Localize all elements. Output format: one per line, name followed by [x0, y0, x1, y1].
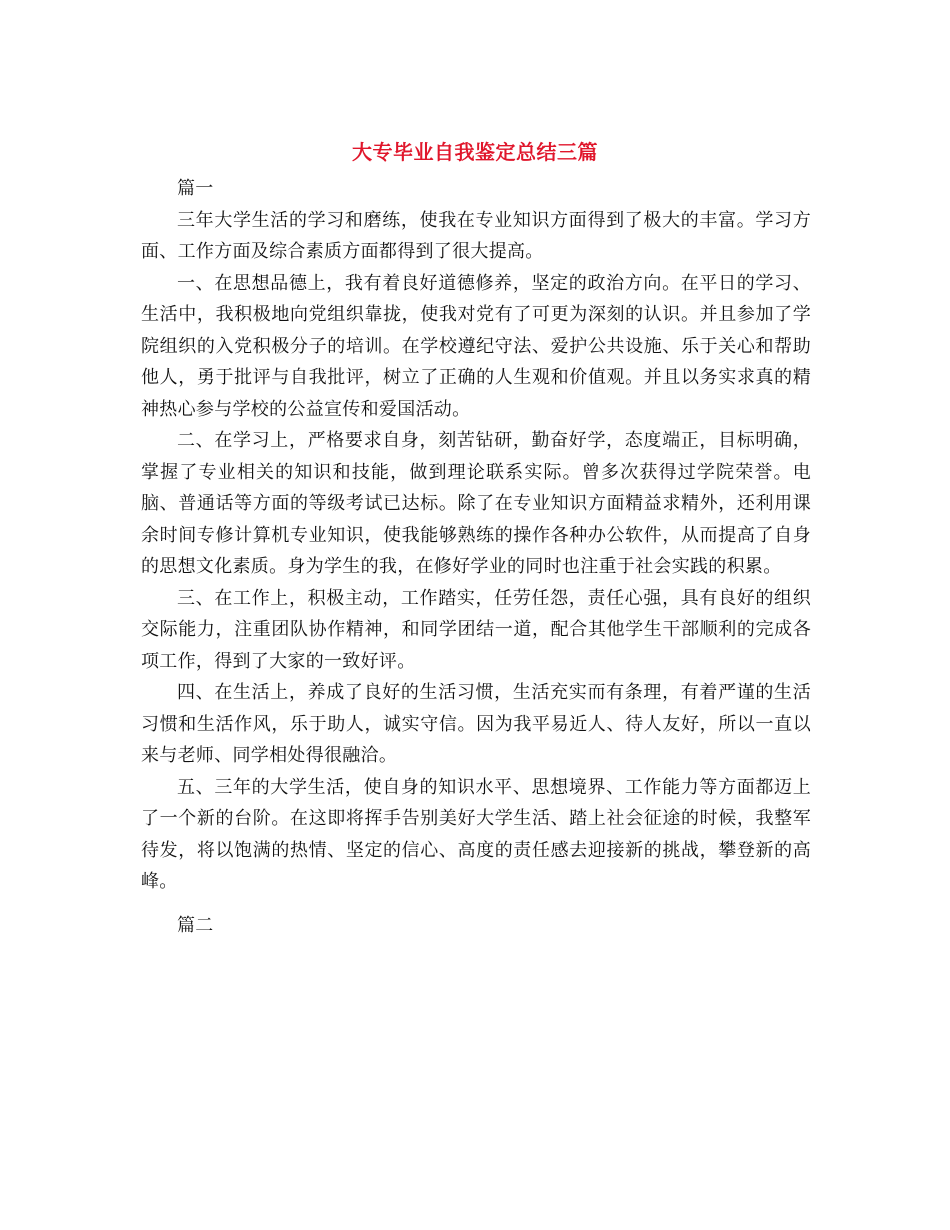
section-heading-1: 篇一 — [177, 178, 214, 199]
document-body — [141, 173, 811, 941]
paragraph-work: 三、在工作上，积极主动，工作踏实，任劳任怨，责任心强，具有良好的组织交际能力，注重团队协作精神，和同学团结一道，配合其他学生干部顺利的完成各项工作，得到了大家的一致好评。 — [141, 587, 811, 672]
paragraph-life: 四、在生活上，养成了良好的生活习惯，生活充实而有条理，有着严谨的生活习惯和生活作风，乐于助人，诚实守信。因为我平易近人、待人友好，所以一直以来与老师、同学相处得很融洽。 — [141, 682, 811, 766]
paragraph-ideology: 一、在思想品德上，我有着良好道德修养，坚定的政治方向。在平日的学习、生活中，我积极地向党组织靠拢，使我对党有了可更为深刻的认识。并且参加了学院组织的入党积极分子的培训。在学校遵纪守法、爱护公共设施、乐于关心和帮助他人，勇于批评与自我批评，树立了正确的人生观和价值观。并且以务实求真的精神热心参与学校的公益宣传和爱国活动。 — [141, 272, 811, 420]
document-title: 大专毕业自我鉴定总结三篇 — [352, 140, 598, 164]
paragraph-study: 二、在学习上，严格要求自身，刻苦钻研，勤奋好学，态度端正，目标明确，掌握了专业相关的知识和技能，做到理论联系实际。曾多次获得过学院荣誉。电脑、普通话等方面的等级考试已达标。除了在专业知识方面精益求精外，还利用课余时间专修计算机专业知识，使我能够熟练的操作各种办公软件，从而提高了自身的思想文化素质。身为学生的我，在修好学业的同时也注重于社会实践的积累。 — [141, 430, 811, 577]
paragraph-conclusion: 五、三年的大学生活，使自身的知识水平、思想境界、工作能力等方面都迈上了一个新的台阶。在这即将挥手告别美好大学生活、踏上社会征途的时候，我整军待发，将以饱满的热情、坚定的信心、高度的责任感去迎接新的挑战，攀登新的高峰。 — [141, 776, 811, 892]
paragraph-intro: 三年大学生活的学习和磨练，使我在专业知识方面得到了极大的丰富。学习方面、工作方面及综合素质方面都得到了很大提高。 — [141, 209, 811, 262]
section-heading-2: 篇二 — [177, 914, 214, 936]
